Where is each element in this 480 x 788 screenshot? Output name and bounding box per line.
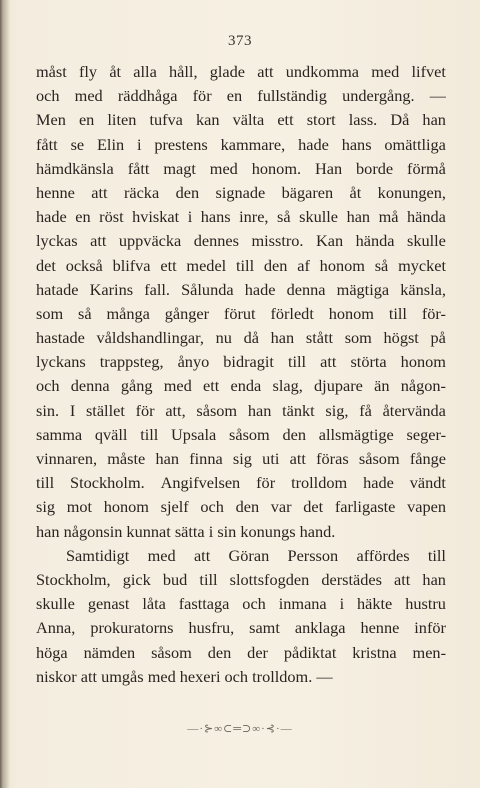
text-line: fått se Elin i prestens kammare, hade hans omättliga xyxy=(36,134,446,154)
text-line: höga nämden såsom den der pådiktat kristna men- xyxy=(36,642,446,662)
text-line: och denna gång med ett enda slag, djupare än någon- xyxy=(36,376,446,396)
text-line: hade en röst hviskat i hans inre, så skulle han må hända xyxy=(36,207,446,227)
spine-shadow xyxy=(0,0,10,788)
text-line: och med räddhåga för en fullständig undergång. — xyxy=(36,86,446,106)
text-line: niskor att umgås med hexeri och trolldom. — xyxy=(36,666,333,686)
text-line: Anna, prokuratorns husfru, samt anklaga henne inför xyxy=(36,618,446,638)
text-line: vinnaren, måste han finna sig uti att föras såsom fånge xyxy=(36,449,446,468)
text-line: Stockholm, gick bud till slottsfogden derstädes att han xyxy=(36,569,446,589)
text-line: det också blifva ett medel till den af honom så mycket xyxy=(36,255,446,275)
text-line: sig mot honom sjelf och den var det farligaste vapen xyxy=(36,497,446,517)
text-line: Samtidigt med att Göran Persson affördes till xyxy=(66,545,446,565)
text-line: sin. I stället för att, såsom han tänkt sig, få återvända xyxy=(36,400,446,420)
body-text xyxy=(36,60,446,689)
text-line: till Stockholm. Angifvelsen för trolldom hade vändt xyxy=(36,473,446,493)
text-line: henne att räcka den signade bägaren åt konungen, xyxy=(36,182,446,202)
text-line: Men en liten tufva kan välta ett stort lass. Då han xyxy=(36,110,446,130)
text-line: skulle genast låta fasttaga och inmana i häkte hustru xyxy=(36,594,446,614)
text-line: måst fly åt alla håll, glade att undkomma med lifvet xyxy=(36,62,446,81)
text-line: lyckans trappsteg, ånyo bidragit till att störta honom xyxy=(36,352,446,372)
text-line: hämdkänsla fått magt med honom. Han borde förmå xyxy=(36,158,446,178)
text-line: hatade Karins fall. Sålunda hade denna mägtiga känsla, xyxy=(36,279,446,299)
text-line: hastade våldshandlingar, nu då han stått som högst på xyxy=(36,328,446,348)
page-number: 373 xyxy=(228,33,252,49)
text-line: lyckas att uppväcka dennes misstro. Kan hända skulle xyxy=(36,231,446,251)
end-ornament: —·⊱∞⊂═⊃∞·⊰·— xyxy=(187,723,293,735)
text-line: som så många gånger förut förledt honom till för- xyxy=(36,303,446,323)
text-line: samma qväll till Upsala såsom den allsmägtige seger- xyxy=(36,424,446,444)
text-line: han någonsin kunnat sätta i sin konungs hand. xyxy=(36,521,336,541)
